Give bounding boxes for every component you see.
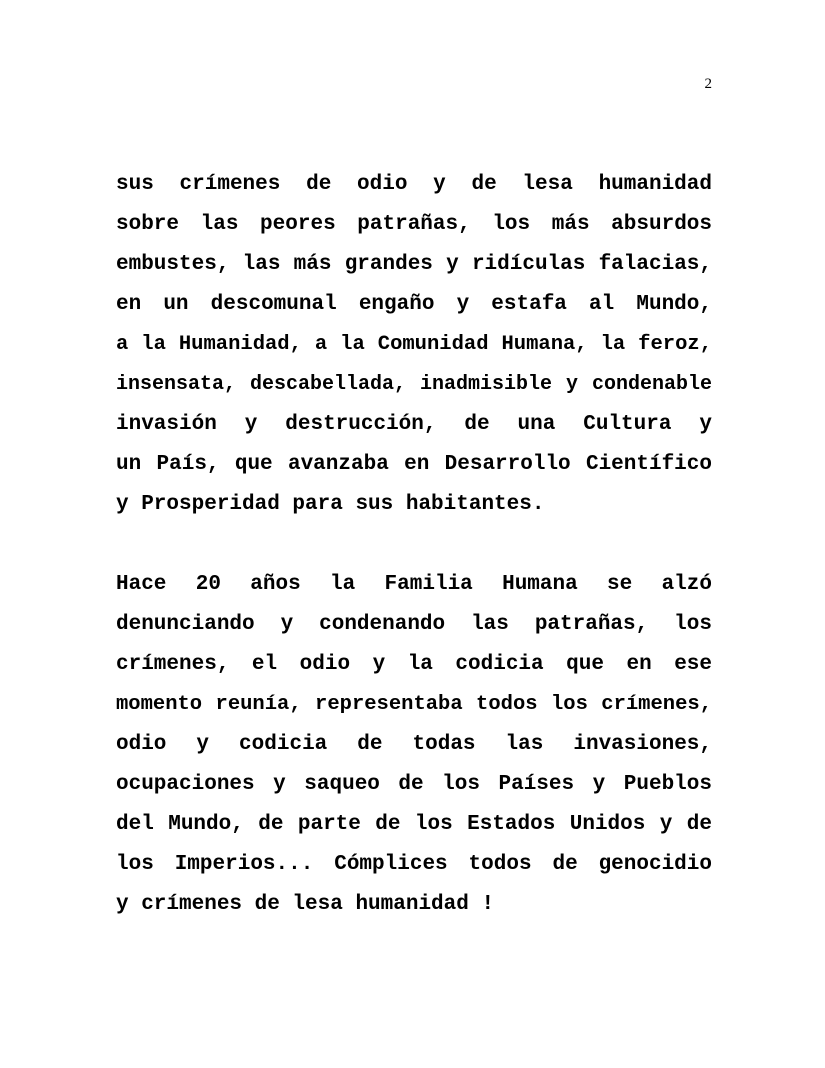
paragraph-1: [116, 165, 712, 525]
text-line: un País, que avanzaba en Desarrollo Científico: [116, 453, 712, 476]
page-number: 2: [704, 76, 712, 92]
text-line: momento reunía, representaba todos los crímenes,: [116, 693, 712, 716]
text-line: invasión y destrucción, de una Cultura y: [116, 413, 712, 436]
text-line: odio y codicia de todas las invasiones,: [116, 733, 712, 756]
text-line: sobre las peores patrañas, los más absurdos: [116, 213, 712, 236]
text-line: sus crímenes de odio y de lesa humanidad: [116, 173, 712, 196]
text-line: Hace 20 años la Familia Humana se alzó: [116, 573, 712, 596]
text-line: a la Humanidad, a la Comunidad Humana, la feroz,: [116, 333, 712, 356]
text-line: crímenes, el odio y la codicia que en ese: [116, 653, 712, 676]
text-line: los Imperios... Cómplices todos de genocidio: [116, 853, 712, 876]
paragraph-2: [116, 565, 712, 925]
text-line: y crímenes de lesa humanidad !: [116, 893, 495, 916]
text-line: ocupaciones y saqueo de los Países y Pueblos: [116, 773, 712, 796]
text-line: y Prosperidad para sus habitantes.: [116, 493, 545, 516]
text-line: insensata, descabellada, inadmisible y condenable: [116, 373, 712, 396]
text-line: denunciando y condenando las patrañas, los: [116, 613, 712, 636]
text-line: en un descomunal engaño y estafa al Mundo,: [116, 293, 712, 316]
text-line: embustes, las más grandes y ridículas falacias,: [116, 253, 712, 276]
text-line: del Mundo, de parte de los Estados Unidos y de: [116, 813, 712, 836]
